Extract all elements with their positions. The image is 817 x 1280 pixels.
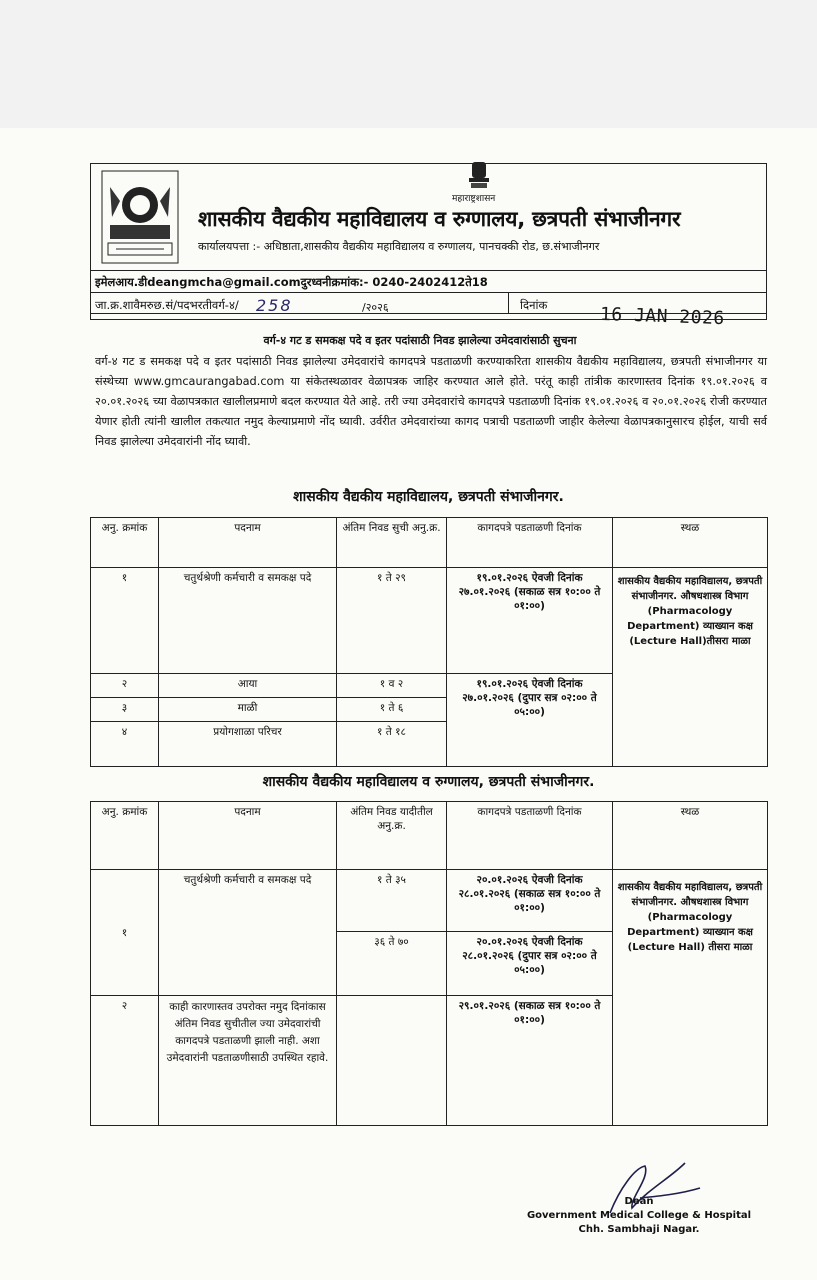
post-cell: माळी (159, 698, 337, 722)
college-emblem-icon (98, 167, 182, 267)
table-row (91, 870, 768, 932)
table2-heading: शासकीय वैद्यकीय महाविद्यालय व रुग्णालय, छत्रपती संभाजीनगर. (262, 774, 595, 790)
letterhead-divider (90, 270, 767, 271)
reference-year: /२०२६ (362, 301, 389, 314)
range-cell (337, 996, 447, 1126)
range-cell: १ ते १८ (337, 722, 447, 767)
date-cell: १९.०१.२०२६ ऐवजी दिनांक २७.०१.२०२६ (सकाळ सत्र १०:०० ते ०१:००) (447, 568, 613, 674)
table1-heading: शासकीय वैद्यकीय महाविद्यालय, छत्रपती संभाजीनगर. (293, 489, 564, 505)
col-header-sr: अनु. क्रमांक (91, 518, 159, 568)
date-cell: २९.०१.२०२६ (सकाळ सत्र १०:०० ते ०१:००) (447, 996, 613, 1126)
col-header-place: स्थळ (613, 518, 768, 568)
date-divider (508, 292, 509, 314)
sr-cell: १ (91, 870, 159, 996)
top-margin-band (0, 0, 817, 128)
schedule-table-1 (90, 517, 768, 767)
date-cell: २०.०१.२०२६ ऐवजी दिनांक २८.०१.२०२६ (सकाळ सत्र १०:०० ते ०१:००) (447, 870, 613, 932)
signatory-institution: Government Medical College & Hospital (526, 1210, 752, 1221)
state-government-label: महाराष्ट्रशासन (452, 194, 496, 204)
schedule-table-2 (90, 801, 768, 1126)
col-header-date: कागदपत्रे पडताळणी दिनांक (447, 518, 613, 568)
date-label: दिनांक (520, 298, 548, 312)
ashoka-emblem-icon (466, 160, 492, 190)
sr-cell: ४ (91, 722, 159, 767)
signatory-title: Dean (624, 1196, 654, 1207)
sr-cell: २ (91, 674, 159, 698)
date-cell: २०.०१.२०२६ ऐवजी दिनांक २८.०१.२०२६ (दुपार सत्र ०२:०० ते ०५:००) (447, 932, 613, 996)
range-cell: १ ते २९ (337, 568, 447, 674)
date-stamp: 16 JAN 2026 (599, 303, 726, 330)
col-header-post: पदनाम (159, 518, 337, 568)
range-cell: १ व २ (337, 674, 447, 698)
col-header-date: कागदपत्रे पडताळणी दिनांक (447, 802, 613, 870)
post-cell: प्रयोगशाळा परिचर (159, 722, 337, 767)
office-address: कार्यालयपत्ता :- अधिष्ठाता,शासकीय वैद्यकीय महाविद्यालय व रुग्णालय, पानचक्की रोड, छ.संभाजीनगर (198, 240, 600, 253)
col-header-sr: अनु. क्रमांक (91, 802, 159, 870)
institution-title: शासकीय वैद्यकीय महाविद्यालय व रुग्णालय, छत्रपती संभाजीनगर (198, 207, 681, 231)
sr-cell: ३ (91, 698, 159, 722)
signatory-city: Chh. Sambhaji Nagar. (578, 1224, 700, 1235)
col-header-range: अंतिम निवड यादीतील अनु.क्र. (337, 802, 447, 870)
range-cell: ३६ ते ७० (337, 932, 447, 996)
range-cell: १ ते ६ (337, 698, 447, 722)
place-cell: शासकीय वैद्यकीय महाविद्यालय, छत्रपती संभाजीनगर. औषधशास्त्र विभाग (Pharmacology Department) व्याख्यान कक्ष (Lecture Hall) तीसरा माळा (613, 870, 768, 1126)
reference-number: 258 (256, 296, 293, 315)
range-cell: १ ते ३५ (337, 870, 447, 932)
post-cell: आया (159, 674, 337, 698)
table-row (91, 568, 768, 674)
sr-cell: १ (91, 568, 159, 674)
email-divider (90, 292, 767, 293)
sr-cell: २ (91, 996, 159, 1126)
notice-body: वर्ग-४ गट ड समकक्ष पदे व इतर पदांसाठी निवड झालेल्या उमेदवारांचे कागदपत्रे पडताळणी करण्याकरिता शासकीय वैद्यकीय महाविद्यालय, छत्रपती संभाजीनगर या संस्थेच्या www.gmcaurangabad.com या संकेतस्थळावर वेळापत्रक जाहिर करण्यात आले होते. परंतू काही तांत्रीक कारणास्तव दिनांक १९.०१.२०२६ व २०.०१.२०२६ च्या वेळापत्रकात खालीलप्रमाणे बदल करण्यात येते आहे. तरी ज्या उमेदवारांचे कागदपत्रे पडताळणी दिनांक १९.०१.२०२६ व २०.०१.२०२६ रोजी करण्यात येणार होती त्यांनी खालील तकत्यात नमुद केल्याप्रमाणे नोंद घ्यावी. उर्वरीत उमेदवारांच्या कागद पत्राची पडताळणी जाहीर केलेल्या वेळापत्रकानुसारच होईल, याची सर्व निवड झालेल्या उमेदवारांनी नोंद घ्यावी. (95, 355, 767, 448)
reference-prefix: जा.क्र.शावैमरुछ.सं/पदभरतीवर्ग-४/ (95, 298, 239, 312)
post-cell: काही कारणास्तव उपरोक्त नमुद दिनांकास अंतिम निवड सुचीतील ज्या उमेदवारांची कागदपत्रे पडताळणी झाली नाही. अशा उमेदवारांनी पडताळणीसाठी उपस्थित रहावे. (159, 996, 337, 1126)
place-cell: शासकीय वैद्यकीय महाविद्यालय, छत्रपती संभाजीनगर. औषधशास्त्र विभाग (Pharmacology Department) व्याख्यान कक्ष (Lecture Hall)तीसरा माळा (613, 568, 768, 767)
notice-subject: वर्ग-४ गट ड समकक्ष पदे व इतर पदांसाठी निवड झालेल्या उमेदवारांसाठी सुचना (263, 334, 577, 347)
post-cell: चतुर्थश्रेणी कर्मचारी व समकक्ष पदे (159, 870, 337, 996)
signatory-block (519, 1195, 759, 1237)
date-cell: १९.०१.२०२६ ऐवजी दिनांक २७.०१.२०२६ (दुपार सत्र ०२:०० ते ०५:००) (447, 674, 613, 767)
col-header-range: अंतिम निवड सुची अनु.क्र. (337, 518, 447, 568)
email-phone-line: इमेलआय.डीdeangmcha@gmail.comदुरध्वनीक्रमांक:- 0240-2402412ते18 (95, 275, 488, 289)
col-header-place: स्थळ (613, 802, 768, 870)
col-header-post: पदनाम (159, 802, 337, 870)
post-cell: चतुर्थश्रेणी कर्मचारी व समकक्ष पदे (159, 568, 337, 674)
